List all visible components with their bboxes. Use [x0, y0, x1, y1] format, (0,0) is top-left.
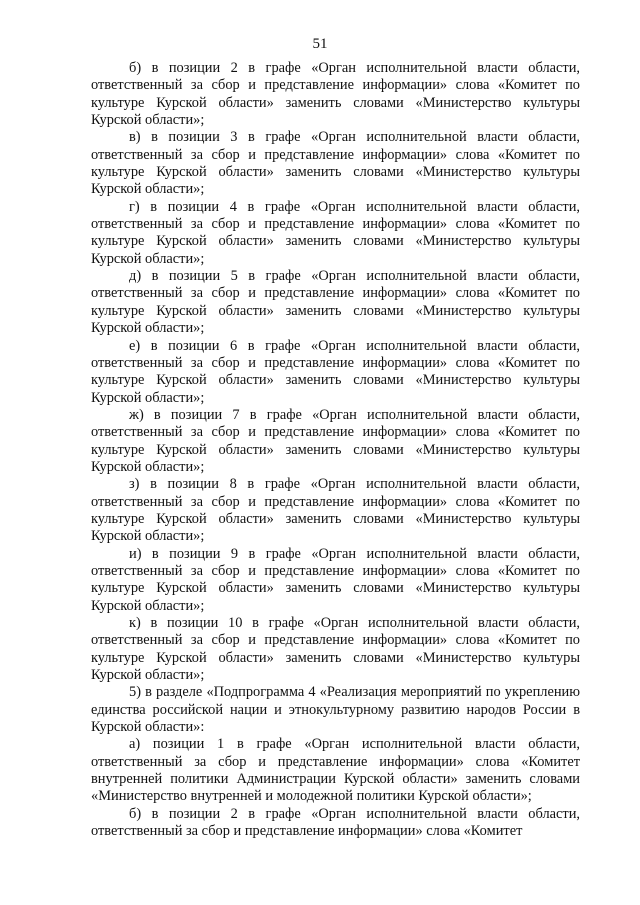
- paragraph-a-position-1: а) позиции 1 в графе «Орган исполнительной власти области, ответственный за сбор и представление информации» слова «Комитет внутренней политики Администрации Курской области» заменить словами «Министерство внутренней и молодежной политики Курской области»;: [91, 736, 580, 805]
- paragraph-z-position-8: з) в позиции 8 в графе «Орган исполнительной власти области, ответственный за сбор и представление информации» слова «Комитет по культуре Курской области» заменить словами «Министерство культуры Курской области»;: [91, 476, 580, 545]
- paragraph-section-5: 5) в разделе «Подпрограмма 4 «Реализация мероприятий по укреплению единства российской нации и этнокультурному развитию народов России в Курской области»:: [91, 684, 580, 736]
- paragraph-zh-position-7: ж) в позиции 7 в графе «Орган исполнительной власти области, ответственный за сбор и представление информации» слова «Комитет по культуре Курской области» заменить словами «Министерство культуры Курской области»;: [91, 406, 580, 475]
- paragraph-b-position-2: б) в позиции 2 в графе «Орган исполнительной власти области, ответственный за сбор и представление информации» слова «Комитет по культуре Курской области» заменить словами «Министерство культуры Курской области»;: [91, 60, 580, 129]
- paragraph-e-position-6: е) в позиции 6 в графе «Орган исполнительной власти области, ответственный за сбор и представление информации» слова «Комитет по культуре Курской области» заменить словами «Министерство культуры Курской области»;: [91, 337, 580, 406]
- paragraph-k-position-10: к) в позиции 10 в графе «Орган исполнительной власти области, ответственный за сбор и представление информации» слова «Комитет по культуре Курской области» заменить словами «Министерство культуры Курской области»;: [91, 615, 580, 684]
- paragraph-b-position-2-continued: б) в позиции 2 в графе «Орган исполнительной власти области, ответственный за сбор и представление информации» слова «Комитет: [91, 805, 580, 840]
- document-body: [91, 60, 580, 840]
- paragraph-i-position-9: и) в позиции 9 в графе «Орган исполнительной власти области, ответственный за сбор и представление информации» слова «Комитет по культуре Курской области» заменить словами «Министерство культуры Курской области»;: [91, 545, 580, 614]
- paragraph-g-position-4: г) в позиции 4 в графе «Орган исполнительной власти области, ответственный за сбор и представление информации» слова «Комитет по культуре Курской области» заменить словами «Министерство культуры Курской области»;: [91, 198, 580, 267]
- paragraph-d-position-5: д) в позиции 5 в графе «Орган исполнительной власти области, ответственный за сбор и представление информации» слова «Комитет по культуре Курской области» заменить словами «Министерство культуры Курской области»;: [91, 268, 580, 337]
- paragraph-v-position-3: в) в позиции 3 в графе «Орган исполнительной власти области, ответственный за сбор и представление информации» слова «Комитет по культуре Курской области» заменить словами «Министерство культуры Курской области»;: [91, 129, 580, 198]
- page-number: 51: [312, 36, 328, 52]
